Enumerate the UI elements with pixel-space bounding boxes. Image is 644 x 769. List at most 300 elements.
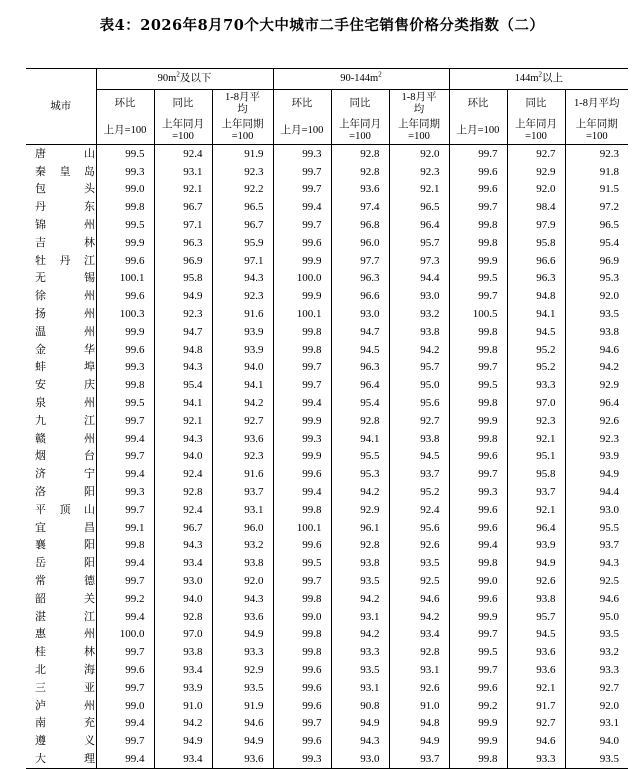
value-cell: 97.1 bbox=[212, 252, 273, 270]
value-cell: 96.4 bbox=[331, 376, 389, 394]
city-char: 州 bbox=[84, 325, 95, 338]
city-char: 州 bbox=[84, 308, 95, 321]
value-cell: 94.3 bbox=[154, 359, 212, 377]
value-cell: 93.3 bbox=[331, 643, 389, 661]
city-char: 岳 bbox=[35, 557, 46, 570]
table-row bbox=[26, 376, 628, 394]
value-cell: 99.6 bbox=[96, 661, 154, 679]
value-cell: 99.6 bbox=[449, 163, 507, 181]
value-cell: 99.7 bbox=[449, 287, 507, 305]
value-cell: 96.6 bbox=[331, 287, 389, 305]
value-cell: 96.4 bbox=[507, 519, 565, 537]
value-cell: 93.6 bbox=[507, 643, 565, 661]
value-cell: 92.7 bbox=[507, 715, 565, 733]
value-cell: 94.9 bbox=[389, 732, 449, 750]
value-cell: 95.7 bbox=[507, 608, 565, 626]
sub-header-1-2: 1-8月平均 bbox=[389, 90, 449, 119]
value-cell: 94.0 bbox=[565, 732, 628, 750]
value-cell: 94.2 bbox=[212, 394, 273, 412]
value-cell: 94.3 bbox=[212, 590, 273, 608]
value-cell: 97.4 bbox=[331, 198, 389, 216]
value-cell: 94.9 bbox=[331, 715, 389, 733]
value-cell: 94.5 bbox=[507, 323, 565, 341]
value-cell: 96.4 bbox=[389, 216, 449, 234]
table-row bbox=[26, 501, 628, 519]
value-cell: 99.7 bbox=[96, 412, 154, 430]
value-cell: 94.7 bbox=[331, 323, 389, 341]
value-cell: 94.9 bbox=[154, 287, 212, 305]
value-cell: 92.7 bbox=[212, 412, 273, 430]
value-cell: 100.0 bbox=[96, 626, 154, 644]
value-cell: 92.7 bbox=[565, 679, 628, 697]
city-char: 台 bbox=[84, 450, 95, 463]
value-cell: 92.5 bbox=[389, 572, 449, 590]
city-cell bbox=[26, 394, 96, 412]
table-row bbox=[26, 234, 628, 252]
value-cell: 92.9 bbox=[507, 163, 565, 181]
city-char: 北 bbox=[35, 664, 46, 676]
table-row bbox=[26, 412, 628, 430]
value-cell: 94.1 bbox=[212, 376, 273, 394]
value-cell: 92.8 bbox=[331, 537, 389, 555]
value-cell: 99.9 bbox=[96, 323, 154, 341]
table-row bbox=[26, 394, 628, 412]
value-cell: 94.3 bbox=[565, 554, 628, 572]
city-char: 州 bbox=[84, 219, 95, 232]
value-cell: 99.4 bbox=[96, 430, 154, 448]
value-cell: 93.7 bbox=[389, 750, 449, 768]
value-cell: 94.8 bbox=[507, 287, 565, 305]
city-char: 秦 bbox=[35, 165, 46, 178]
value-cell: 92.1 bbox=[389, 181, 449, 199]
city-char: 东 bbox=[84, 201, 95, 214]
value-cell: 94.2 bbox=[331, 626, 389, 644]
value-cell: 99.3 bbox=[96, 163, 154, 181]
value-cell: 99.6 bbox=[273, 732, 331, 750]
table-row bbox=[26, 608, 628, 626]
value-cell: 93.4 bbox=[389, 626, 449, 644]
value-cell: 99.9 bbox=[449, 412, 507, 430]
value-cell: 92.4 bbox=[154, 501, 212, 519]
value-cell: 94.8 bbox=[154, 341, 212, 359]
city-char: 锦 bbox=[35, 219, 46, 232]
city-char: 林 bbox=[84, 236, 95, 249]
city-char: 庆 bbox=[84, 379, 95, 392]
value-cell: 92.6 bbox=[565, 412, 628, 430]
city-cell bbox=[26, 626, 96, 644]
table-row bbox=[26, 145, 628, 163]
value-cell: 92.1 bbox=[507, 430, 565, 448]
value-cell: 92.8 bbox=[389, 643, 449, 661]
city-char: 埠 bbox=[84, 361, 95, 374]
value-cell: 94.4 bbox=[389, 270, 449, 288]
value-cell: 96.4 bbox=[565, 394, 628, 412]
value-cell: 96.6 bbox=[507, 252, 565, 270]
value-cell: 93.3 bbox=[212, 643, 273, 661]
value-cell: 92.0 bbox=[389, 145, 449, 163]
value-cell: 95.2 bbox=[507, 341, 565, 359]
value-cell: 93.2 bbox=[212, 537, 273, 555]
value-cell: 92.4 bbox=[154, 465, 212, 483]
value-cell: 92.3 bbox=[389, 163, 449, 181]
value-cell: 99.3 bbox=[449, 483, 507, 501]
value-cell: 93.9 bbox=[212, 323, 273, 341]
value-cell: 99.1 bbox=[96, 519, 154, 537]
unit-header-1-1: 上年同月=100 bbox=[331, 118, 389, 145]
value-cell: 93.3 bbox=[507, 750, 565, 768]
table-row bbox=[26, 448, 628, 466]
value-cell: 99.4 bbox=[449, 537, 507, 555]
city-char: 唐 bbox=[35, 147, 46, 160]
sub-header-1-0: 环比 bbox=[273, 90, 331, 119]
value-cell: 99.6 bbox=[449, 501, 507, 519]
value-cell: 92.0 bbox=[507, 181, 565, 199]
value-cell: 99.7 bbox=[96, 572, 154, 590]
value-cell: 99.9 bbox=[449, 715, 507, 733]
value-cell: 91.8 bbox=[565, 163, 628, 181]
unit-header-1-0: 上月=100 bbox=[273, 118, 331, 145]
sub-header-2-1: 同比 bbox=[507, 90, 565, 119]
value-cell: 93.5 bbox=[565, 626, 628, 644]
value-cell: 99.4 bbox=[273, 394, 331, 412]
value-cell: 97.3 bbox=[389, 252, 449, 270]
value-cell: 99.6 bbox=[449, 679, 507, 697]
city-cell bbox=[26, 341, 96, 359]
city-char: 平 bbox=[35, 503, 46, 516]
table-row bbox=[26, 750, 628, 768]
value-cell: 99.8 bbox=[449, 430, 507, 448]
city-char: 牡 bbox=[35, 254, 46, 267]
table-row bbox=[26, 697, 628, 715]
value-cell: 93.5 bbox=[389, 554, 449, 572]
city-cell bbox=[26, 376, 96, 394]
value-cell: 97.2 bbox=[565, 198, 628, 216]
value-cell: 92.8 bbox=[331, 145, 389, 163]
value-cell: 99.9 bbox=[449, 252, 507, 270]
table-title: 表4：2026年8月70个大中城市二手住宅销售价格分类指数（二） bbox=[99, 17, 545, 34]
city-char: 常 bbox=[35, 575, 46, 588]
group-header-medium: $90-144m^2$ bbox=[273, 69, 449, 90]
city-cell bbox=[26, 412, 96, 430]
table-row bbox=[26, 554, 628, 572]
value-cell: 99.8 bbox=[273, 341, 331, 359]
value-cell: 93.1 bbox=[331, 608, 389, 626]
value-cell: 96.7 bbox=[212, 216, 273, 234]
value-cell: 93.3 bbox=[565, 661, 628, 679]
table-row bbox=[26, 715, 628, 733]
value-cell: 99.9 bbox=[96, 234, 154, 252]
value-cell: 94.6 bbox=[389, 590, 449, 608]
table-row bbox=[26, 590, 628, 608]
city-char: 烟 bbox=[35, 450, 46, 463]
table-row bbox=[26, 198, 628, 216]
value-cell: 91.6 bbox=[212, 465, 273, 483]
value-cell: 99.6 bbox=[273, 537, 331, 555]
city-char: 宁 bbox=[84, 468, 95, 481]
city-char: 安 bbox=[35, 379, 46, 392]
value-cell: 92.3 bbox=[154, 305, 212, 323]
unit-header-0-2: 上年同期=100 bbox=[212, 118, 273, 145]
value-cell: 99.6 bbox=[96, 341, 154, 359]
value-cell: 96.3 bbox=[331, 359, 389, 377]
city-cell bbox=[26, 465, 96, 483]
value-cell: 99.4 bbox=[96, 608, 154, 626]
city-cell bbox=[26, 643, 96, 661]
unit-header-2-2: 上年同期=100 bbox=[565, 118, 628, 145]
city-cell bbox=[26, 448, 96, 466]
value-cell: 93.0 bbox=[331, 750, 389, 768]
city-char: 阳 bbox=[84, 486, 95, 499]
value-cell: 94.2 bbox=[389, 608, 449, 626]
value-cell: 99.7 bbox=[96, 448, 154, 466]
sub-header-0-0: 环比 bbox=[96, 90, 154, 119]
city-cell bbox=[26, 430, 96, 448]
city-cell bbox=[26, 732, 96, 750]
unit-header-1-2: 上年同期=100 bbox=[389, 118, 449, 145]
value-cell: 93.6 bbox=[507, 661, 565, 679]
value-cell: 92.3 bbox=[507, 412, 565, 430]
value-cell: 99.8 bbox=[273, 626, 331, 644]
value-cell: 90.8 bbox=[331, 697, 389, 715]
value-cell: 93.5 bbox=[212, 679, 273, 697]
value-cell: 99.7 bbox=[96, 643, 154, 661]
city-char: 襄 bbox=[35, 539, 46, 552]
city-cell bbox=[26, 145, 96, 163]
value-cell: 99.8 bbox=[449, 750, 507, 768]
value-cell: 96.9 bbox=[565, 252, 628, 270]
value-cell: 99.8 bbox=[273, 643, 331, 661]
value-cell: 95.2 bbox=[507, 359, 565, 377]
value-cell: 99.5 bbox=[449, 643, 507, 661]
value-cell: 93.5 bbox=[331, 661, 389, 679]
city-cell bbox=[26, 537, 96, 555]
value-cell: 93.8 bbox=[565, 323, 628, 341]
value-cell: 94.3 bbox=[154, 430, 212, 448]
value-cell: 91.0 bbox=[154, 697, 212, 715]
value-cell: 94.3 bbox=[154, 537, 212, 555]
value-cell: 93.4 bbox=[154, 661, 212, 679]
value-cell: 93.5 bbox=[565, 305, 628, 323]
city-char: 惠 bbox=[35, 628, 46, 641]
table-row bbox=[26, 359, 628, 377]
value-cell: 99.7 bbox=[449, 198, 507, 216]
value-cell: 100.5 bbox=[449, 305, 507, 323]
city-char: 州 bbox=[84, 432, 95, 445]
value-cell: 100.1 bbox=[96, 270, 154, 288]
city-char: 州 bbox=[84, 290, 95, 303]
value-cell: 92.1 bbox=[154, 181, 212, 199]
value-cell: 95.3 bbox=[331, 465, 389, 483]
value-cell: 99.3 bbox=[96, 483, 154, 501]
value-cell: 93.7 bbox=[507, 483, 565, 501]
value-cell: 96.8 bbox=[331, 216, 389, 234]
value-cell: 99.7 bbox=[96, 501, 154, 519]
table-row bbox=[26, 163, 628, 181]
value-cell: 99.7 bbox=[449, 359, 507, 377]
city-cell bbox=[26, 750, 96, 768]
city-cell bbox=[26, 572, 96, 590]
city-char: 昌 bbox=[84, 521, 95, 534]
city-char: 洛 bbox=[35, 486, 46, 499]
table-row bbox=[26, 661, 628, 679]
value-cell: 96.7 bbox=[154, 198, 212, 216]
value-cell: 100.1 bbox=[273, 305, 331, 323]
table-row bbox=[26, 572, 628, 590]
value-cell: 99.6 bbox=[96, 287, 154, 305]
city-char: 锡 bbox=[84, 272, 95, 285]
city-char: 阳 bbox=[84, 557, 95, 570]
city-cell bbox=[26, 697, 96, 715]
value-cell: 95.5 bbox=[331, 448, 389, 466]
value-cell: 99.0 bbox=[273, 608, 331, 626]
value-cell: 92.8 bbox=[154, 608, 212, 626]
city-char: 海 bbox=[84, 664, 95, 676]
value-cell: 94.1 bbox=[331, 430, 389, 448]
city-column-header: 城市 bbox=[26, 69, 96, 145]
table-row bbox=[26, 305, 628, 323]
value-cell: 94.5 bbox=[507, 626, 565, 644]
value-cell: 94.2 bbox=[154, 715, 212, 733]
city-char: 理 bbox=[84, 752, 95, 765]
value-cell: 100.3 bbox=[96, 305, 154, 323]
value-cell: 99.2 bbox=[449, 697, 507, 715]
city-char: 泸 bbox=[35, 699, 46, 712]
table-row bbox=[26, 626, 628, 644]
city-char: 金 bbox=[35, 343, 46, 356]
value-cell: 93.4 bbox=[154, 554, 212, 572]
value-cell: 99.2 bbox=[96, 590, 154, 608]
value-cell: 94.9 bbox=[212, 732, 273, 750]
value-cell: 94.5 bbox=[389, 448, 449, 466]
value-cell: 92.0 bbox=[212, 572, 273, 590]
value-cell: 99.7 bbox=[273, 376, 331, 394]
city-char: 南 bbox=[35, 717, 46, 730]
city-char: 阳 bbox=[84, 539, 95, 552]
value-cell: 99.3 bbox=[273, 750, 331, 768]
value-cell: 94.9 bbox=[212, 626, 273, 644]
city-char: 皇 bbox=[59, 165, 71, 178]
value-cell: 99.9 bbox=[273, 287, 331, 305]
value-cell: 92.9 bbox=[331, 501, 389, 519]
value-cell: 94.0 bbox=[154, 448, 212, 466]
city-char: 济 bbox=[35, 468, 46, 481]
value-cell: 99.9 bbox=[449, 608, 507, 626]
value-cell: 99.4 bbox=[96, 715, 154, 733]
value-cell: 92.4 bbox=[389, 501, 449, 519]
table-row bbox=[26, 252, 628, 270]
city-cell bbox=[26, 163, 96, 181]
value-cell: 92.1 bbox=[154, 412, 212, 430]
value-cell: 99.8 bbox=[96, 537, 154, 555]
value-cell: 94.6 bbox=[565, 590, 628, 608]
value-cell: 93.8 bbox=[389, 323, 449, 341]
value-cell: 95.6 bbox=[389, 394, 449, 412]
table-row bbox=[26, 181, 628, 199]
value-cell: 93.0 bbox=[154, 572, 212, 590]
city-char: 江 bbox=[84, 414, 95, 427]
table-row bbox=[26, 643, 628, 661]
city-char: 泉 bbox=[35, 397, 46, 410]
value-cell: 99.6 bbox=[273, 234, 331, 252]
value-cell: 93.9 bbox=[212, 341, 273, 359]
value-cell: 99.6 bbox=[273, 697, 331, 715]
city-cell bbox=[26, 234, 96, 252]
city-char: 关 bbox=[84, 592, 95, 605]
unit-header-0-1: 上年同月=100 bbox=[154, 118, 212, 145]
value-cell: 99.7 bbox=[449, 661, 507, 679]
city-char: 山 bbox=[84, 147, 95, 160]
value-cell: 96.1 bbox=[331, 519, 389, 537]
value-cell: 96.7 bbox=[154, 519, 212, 537]
value-cell: 99.5 bbox=[273, 554, 331, 572]
value-cell: 100.0 bbox=[273, 270, 331, 288]
value-cell: 93.2 bbox=[565, 643, 628, 661]
value-cell: 94.9 bbox=[154, 732, 212, 750]
value-cell: 99.7 bbox=[273, 181, 331, 199]
value-cell: 99.9 bbox=[273, 252, 331, 270]
value-cell: 99.8 bbox=[273, 590, 331, 608]
value-cell: 99.4 bbox=[273, 483, 331, 501]
value-cell: 95.9 bbox=[212, 234, 273, 252]
value-cell: 94.6 bbox=[212, 715, 273, 733]
table-row bbox=[26, 732, 628, 750]
value-cell: 95.5 bbox=[565, 519, 628, 537]
value-cell: 99.7 bbox=[449, 626, 507, 644]
value-cell: 99.8 bbox=[273, 501, 331, 519]
unit-header-2-1: 上年同月=100 bbox=[507, 118, 565, 145]
table-row bbox=[26, 287, 628, 305]
value-cell: 94.2 bbox=[565, 359, 628, 377]
value-cell: 99.7 bbox=[273, 163, 331, 181]
city-cell bbox=[26, 270, 96, 288]
value-cell: 92.6 bbox=[389, 679, 449, 697]
value-cell: 97.1 bbox=[154, 216, 212, 234]
value-cell: 99.6 bbox=[96, 252, 154, 270]
value-cell: 95.7 bbox=[389, 359, 449, 377]
value-cell: 92.7 bbox=[507, 145, 565, 163]
value-cell: 96.0 bbox=[331, 234, 389, 252]
value-cell: 92.3 bbox=[565, 145, 628, 163]
city-char: 山 bbox=[84, 503, 95, 516]
value-cell: 92.8 bbox=[331, 163, 389, 181]
value-cell: 99.4 bbox=[96, 465, 154, 483]
city-cell bbox=[26, 554, 96, 572]
value-cell: 99.8 bbox=[449, 394, 507, 412]
value-cell: 92.1 bbox=[507, 501, 565, 519]
value-cell: 99.7 bbox=[273, 359, 331, 377]
value-cell: 97.0 bbox=[507, 394, 565, 412]
table-row bbox=[26, 679, 628, 697]
city-char: 蚌 bbox=[35, 361, 46, 374]
value-cell: 99.6 bbox=[449, 448, 507, 466]
value-cell: 92.0 bbox=[565, 697, 628, 715]
value-cell: 94.2 bbox=[389, 341, 449, 359]
value-cell: 99.7 bbox=[96, 679, 154, 697]
city-cell bbox=[26, 216, 96, 234]
city-char: 江 bbox=[84, 610, 95, 623]
value-cell: 99.7 bbox=[273, 715, 331, 733]
value-cell: 99.5 bbox=[449, 376, 507, 394]
value-cell: 99.6 bbox=[449, 590, 507, 608]
price-index-table bbox=[26, 68, 628, 769]
city-char: 赣 bbox=[35, 432, 46, 445]
value-cell: 92.0 bbox=[565, 287, 628, 305]
value-cell: 91.6 bbox=[212, 305, 273, 323]
value-cell: 92.3 bbox=[565, 430, 628, 448]
city-char: 韶 bbox=[35, 592, 46, 605]
city-cell bbox=[26, 181, 96, 199]
value-cell: 93.8 bbox=[154, 643, 212, 661]
